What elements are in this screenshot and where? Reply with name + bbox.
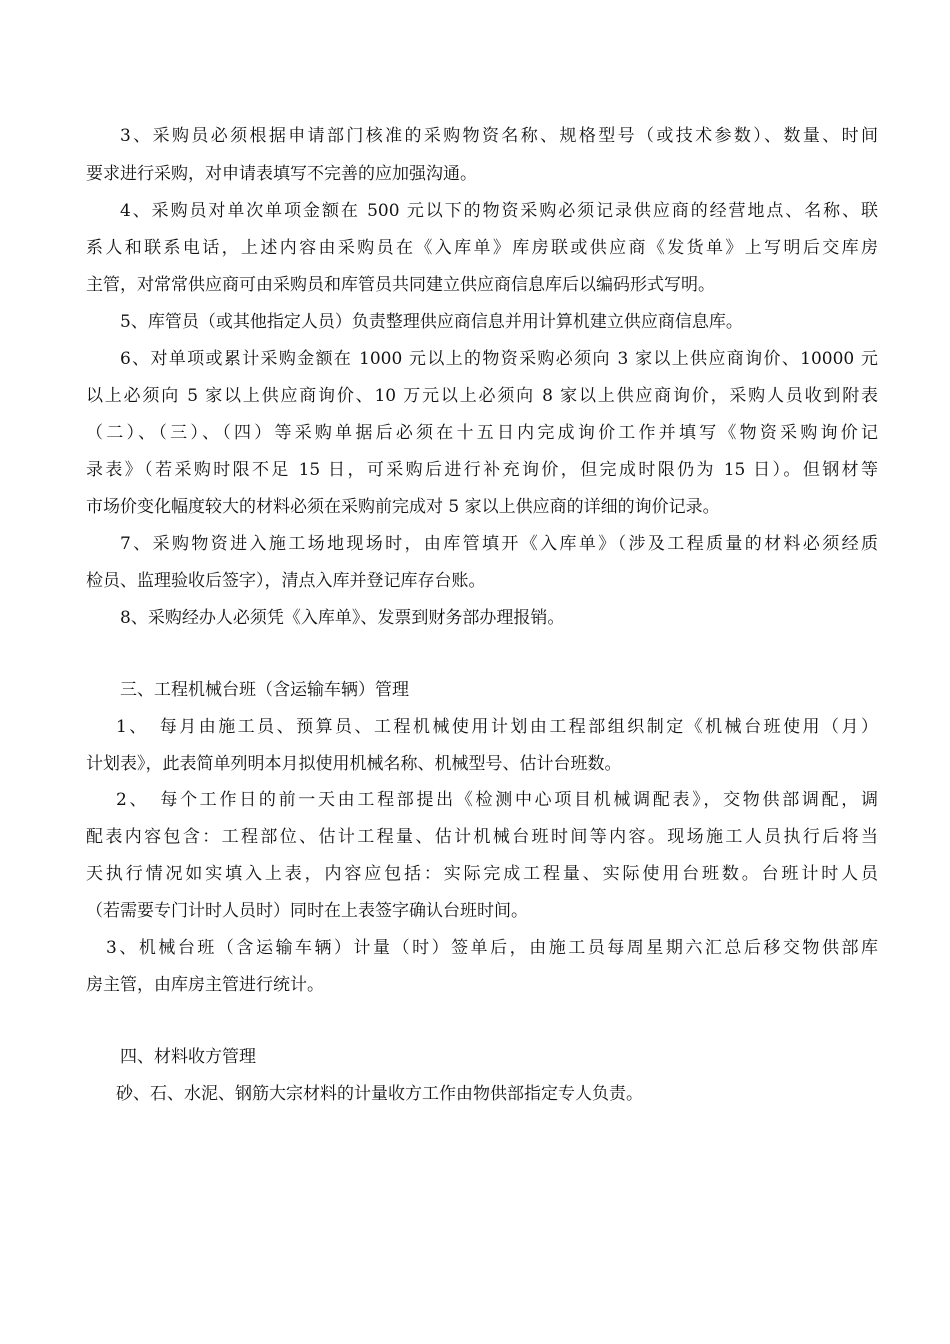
section-3-item-2-line-4: （若需要专门计时人员时）同时在上表签字确认台班时间。 — [86, 901, 528, 921]
paragraph-4-line-1: 4、采购员对单次单项金额在 500 元以下的物资采购必须记录供应商的经营地点、名称、联 — [120, 201, 878, 221]
section-4-heading: 四、材料收方管理 — [120, 1047, 256, 1067]
section-3-item-2-line-1: 2、 每个工作日的前一天由工程部提出《检测中心项目机械调配表》，交物供部调配，调 — [116, 790, 878, 810]
section-3-item-1-line-2: 计划表》，此表简单列明本月拟使用机械名称、机械型号、估计台班数。 — [86, 754, 622, 774]
paragraph-4-line-3: 主管，对常常供应商可由采购员和库管员共同建立供应商信息库后以编码形式写明。 — [86, 275, 715, 295]
paragraph-4-line-2: 系人和联系电话，上述内容由采购员在《入库单》库房联或供应商《发货单》上写明后交库房 — [86, 238, 878, 258]
paragraph-6-line-5: 市场价变化幅度较大的材料必须在采购前完成对 5 家以上供应商的详细的询价记录。 — [86, 497, 720, 517]
section-4-body: 砂、石、水泥、钢筋大宗材料的计量收方工作由物供部指定专人负责。 — [116, 1084, 643, 1104]
paragraph-6-line-4: 录表》（若采购时限不足 15 日，可采购后进行补充询价，但完成时限仍为 15 日）。但钢材等 — [86, 460, 878, 480]
paragraph-3-line-1: 3、采购员必须根据申请部门核准的采购物资名称、规格型号（或技术参数）、数量、时间 — [120, 126, 878, 146]
paragraph-7-line-1: 7、采购物资进入施工场地现场时，由库管填开《入库单》（涉及工程质量的材料必须经质 — [120, 534, 878, 554]
paragraph-8-line-1: 8、采购经办人必须凭《入库单》、发票到财务部办理报销。 — [120, 608, 565, 628]
paragraph-7-line-2: 检员、监理验收后签字），清点入库并登记库存台账。 — [86, 571, 486, 591]
section-3-item-1-line-1: 1、 每月由施工员、预算员、工程机械使用计划由工程部组织制定《机械台班使用（月） — [116, 717, 878, 737]
paragraph-6-line-2: 以上必须向 5 家以上供应商询价、10 万元以上必须向 8 家以上供应商询价，采购人员收到附表 — [86, 386, 878, 406]
section-3-heading: 三、工程机械台班（含运输车辆）管理 — [120, 680, 409, 700]
paragraph-6-line-3: （二）、（三）、（四）等采购单据后必须在十五日内完成询价工作并填写《物资采购询价记 — [86, 423, 878, 443]
paragraph-3-line-2: 要求进行采购，对申请表填写不完善的应加强沟通。 — [86, 164, 477, 184]
section-3-item-2-line-2: 配表内容包含：工程部位、估计工程量、估计机械台班时间等内容。现场施工人员执行后将当 — [86, 827, 878, 847]
paragraph-6-line-1: 6、对单项或累计采购金额在 1000 元以上的物资采购必须向 3 家以上供应商询价、10000 元 — [120, 349, 878, 369]
section-3-item-3-line-2: 房主管，由库房主管进行统计。 — [86, 975, 324, 995]
section-3-item-3-line-1: 3、机械台班（含运输车辆）计量（时）签单后，由施工员每周星期六汇总后移交物供部库 — [106, 938, 878, 958]
section-3-item-2-line-3: 天执行情况如实填入上表，内容应包括：实际完成工程量、实际使用台班数。台班计时人员 — [86, 864, 878, 884]
paragraph-5-line-1: 5、库管员（或其他指定人员）负责整理供应商信息并用计算机建立供应商信息库。 — [120, 312, 743, 332]
